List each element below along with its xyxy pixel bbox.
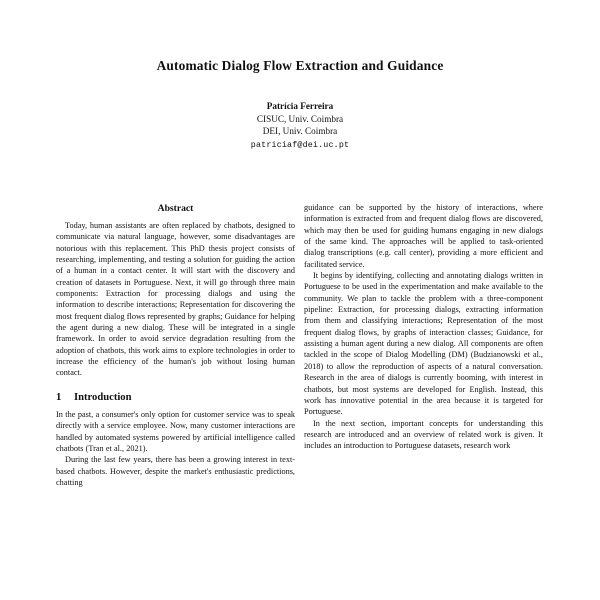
abstract-body: Today, human assistants are often replaced by chatbots, designed to communicate via natural language, however, some disadvantages are notorious with this replacement. This PhD thesis project consists of researching, implementing, and testing a solution for guiding the action of a human in a contact center. It will start with the discovery and creation of datasets in Portuguese. Next, it will go through three main components: Extraction for processing dialogs and using the information to describe interactions; Representation for discovering the most frequent dialog flows represented by graphs; Guidance for helping the agent during a new dialog. These will be integrated in a single framework. In order to avoid service degradation resulting from the adoption of chatbots, this work aims to explore technologies in order to increase the efficiency of the human's job without losing human contact. (56, 221, 295, 378)
right-column-paragraph-2: It begins by identifying, collecting and annotating dialogs written in Portuguese to be used in the experimentation and make available to the community. We plan to tackle the problem with a three-component pipeline: Extraction, for processing dialogs, extracting information from them and classifying interactions; Representation of the most frequent dialog flows, by graphs of interaction classes; Guidance, for assisting a human agent during a new dialog. All components are often tackled in the scope of Dialog Modelling (DM) (Budzianowski et al., 2018) to allow the reproduction of aspects of a natural conversation. Research in the area of dialogs is currently booming, with interest in chatbots, but most systems are developed for English. Instead, this work has innovative potential in the area because it is targeted for Portuguese. (304, 271, 543, 417)
right-column-paragraph-1: guidance can be supported by the history of interactions, where information is extracted from and frequent dialog flows are discovered, which may then be used for guiding humans engaging in new dialogs of the same kind. The approaches will be applied to task-oriented dialog transcriptions (e.g. call center), providing a more efficient and facilitated service. (304, 203, 543, 269)
author-affiliation-primary: CISUC, Univ. Coimbra (256, 113, 344, 124)
section-number: 1 (56, 391, 62, 403)
page-title: Automatic Dialog Flow Extraction and Guidance (156, 58, 444, 73)
author-block (0, 100, 600, 152)
column-left (56, 202, 295, 488)
introduction-paragraph-1: In the past, a consumer's only option for customer service was to speak directly with a service employee. Now, many customer interactions are handled by automated systems powered by artificial intelligence called chatbots (Tran et al., 2021). (56, 409, 295, 453)
column-right (304, 202, 543, 452)
title-block (0, 0, 600, 152)
section-heading-introduction (56, 391, 295, 405)
author-name: Patrícia Ferreira (266, 101, 334, 112)
introduction-paragraph-2: During the last few years, there has been a growing interest in text-based chatbots. However, despite the market's enthusiastic predictions, chatting (56, 455, 295, 487)
body-columns (0, 202, 600, 488)
author-affiliation-secondary: DEI, Univ. Coimbra (262, 126, 338, 137)
right-column-paragraph-3: In the next section, important concepts for understanding this research are introduced and an overview of related work is given. It includes an introduction to Portuguese datasets, research work (304, 418, 543, 451)
section-title: Introduction (74, 391, 132, 403)
abstract-heading: Abstract (157, 203, 194, 214)
author-email: patriciaf@dei.uc.pt (250, 140, 350, 150)
